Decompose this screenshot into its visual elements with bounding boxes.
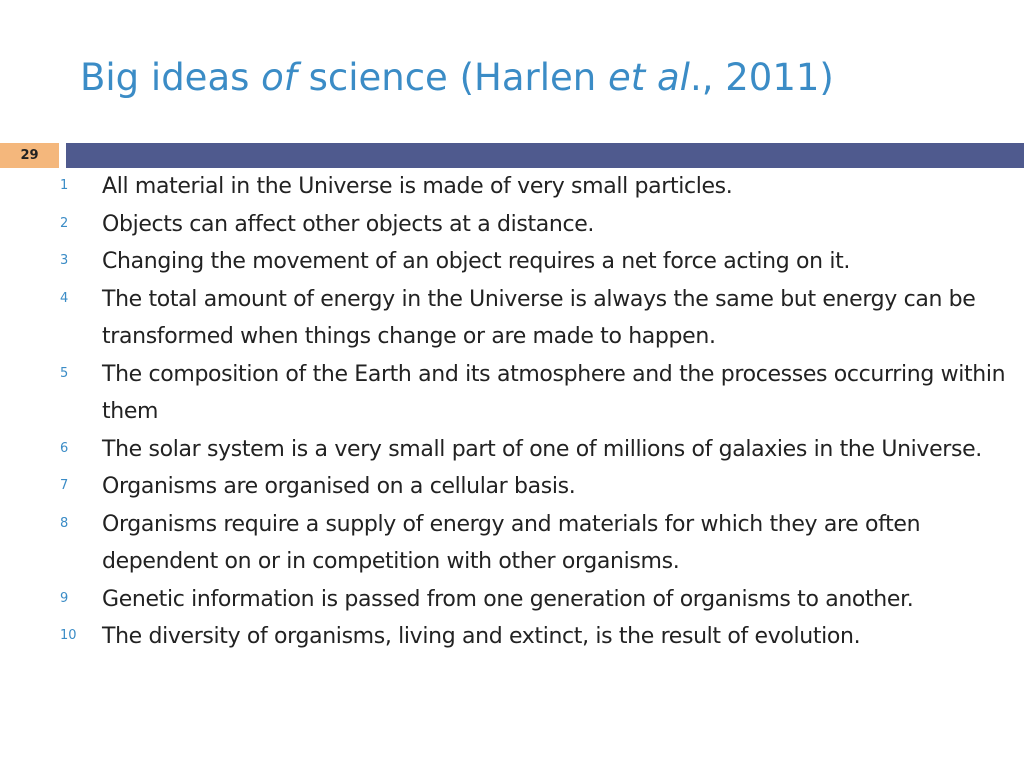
list-item-number: 1 — [60, 178, 69, 193]
list-item — [60, 431, 1020, 469]
title-part-italic: of — [261, 56, 297, 99]
title-part: Big ideas — [80, 56, 262, 99]
list-item — [60, 168, 1020, 206]
list-item-text: Genetic information is passed from one generation of organisms to another. — [102, 586, 914, 612]
list-item-number: 3 — [60, 253, 69, 268]
list-item — [60, 506, 1020, 581]
list-item — [60, 581, 1020, 619]
list-item-number: 5 — [60, 365, 69, 381]
slide-title — [80, 56, 834, 100]
list-item-text: Organisms require a supply of energy and materials for which they are often dependent on or in competition with other organisms. — [102, 511, 921, 574]
big-ideas-list — [60, 168, 1020, 656]
list-item — [60, 468, 1020, 506]
title-part: ., 2011) — [689, 56, 834, 99]
list-item-text: The diversity of organisms, living and extinct, is the result of evolution. — [102, 624, 861, 649]
list-item-text: Changing the movement of an object requires a net force acting on it. — [102, 249, 851, 274]
list-item — [60, 243, 1020, 281]
list-item-text: All material in the Universe is made of very small particles. — [102, 174, 733, 199]
list-item — [60, 356, 1020, 431]
list-item-text: Organisms are organised on a cellular basis. — [102, 474, 576, 499]
list-item-text: The total amount of energy in the Universe is always the same but energy can be transformed when things change or are made to happen. — [102, 286, 976, 349]
list-item — [60, 206, 1020, 244]
list-item — [60, 618, 1020, 656]
list-item-text: The composition of the Earth and its atmosphere and the processes occurring within them — [102, 361, 1006, 424]
list-item-number: 10 — [60, 628, 77, 643]
list-item-number: 7 — [60, 478, 69, 493]
title-part: science (Harlen — [296, 56, 608, 99]
list-item-text: The solar system is a very small part of one of millions of galaxies in the Universe. — [102, 436, 982, 462]
title-part-italic: et al — [607, 56, 690, 99]
list-item-number: 9 — [60, 590, 69, 606]
list-item-number: 6 — [60, 440, 69, 456]
list-item — [60, 281, 1020, 356]
list-item-text: Objects can affect other objects at a distance. — [102, 211, 595, 237]
list-item-number: 8 — [60, 515, 69, 531]
list-item-number: 2 — [60, 215, 69, 231]
slide-number-badge: 29 — [0, 143, 59, 168]
list-item-number: 4 — [60, 290, 69, 306]
header-rule-bar — [66, 143, 1024, 168]
